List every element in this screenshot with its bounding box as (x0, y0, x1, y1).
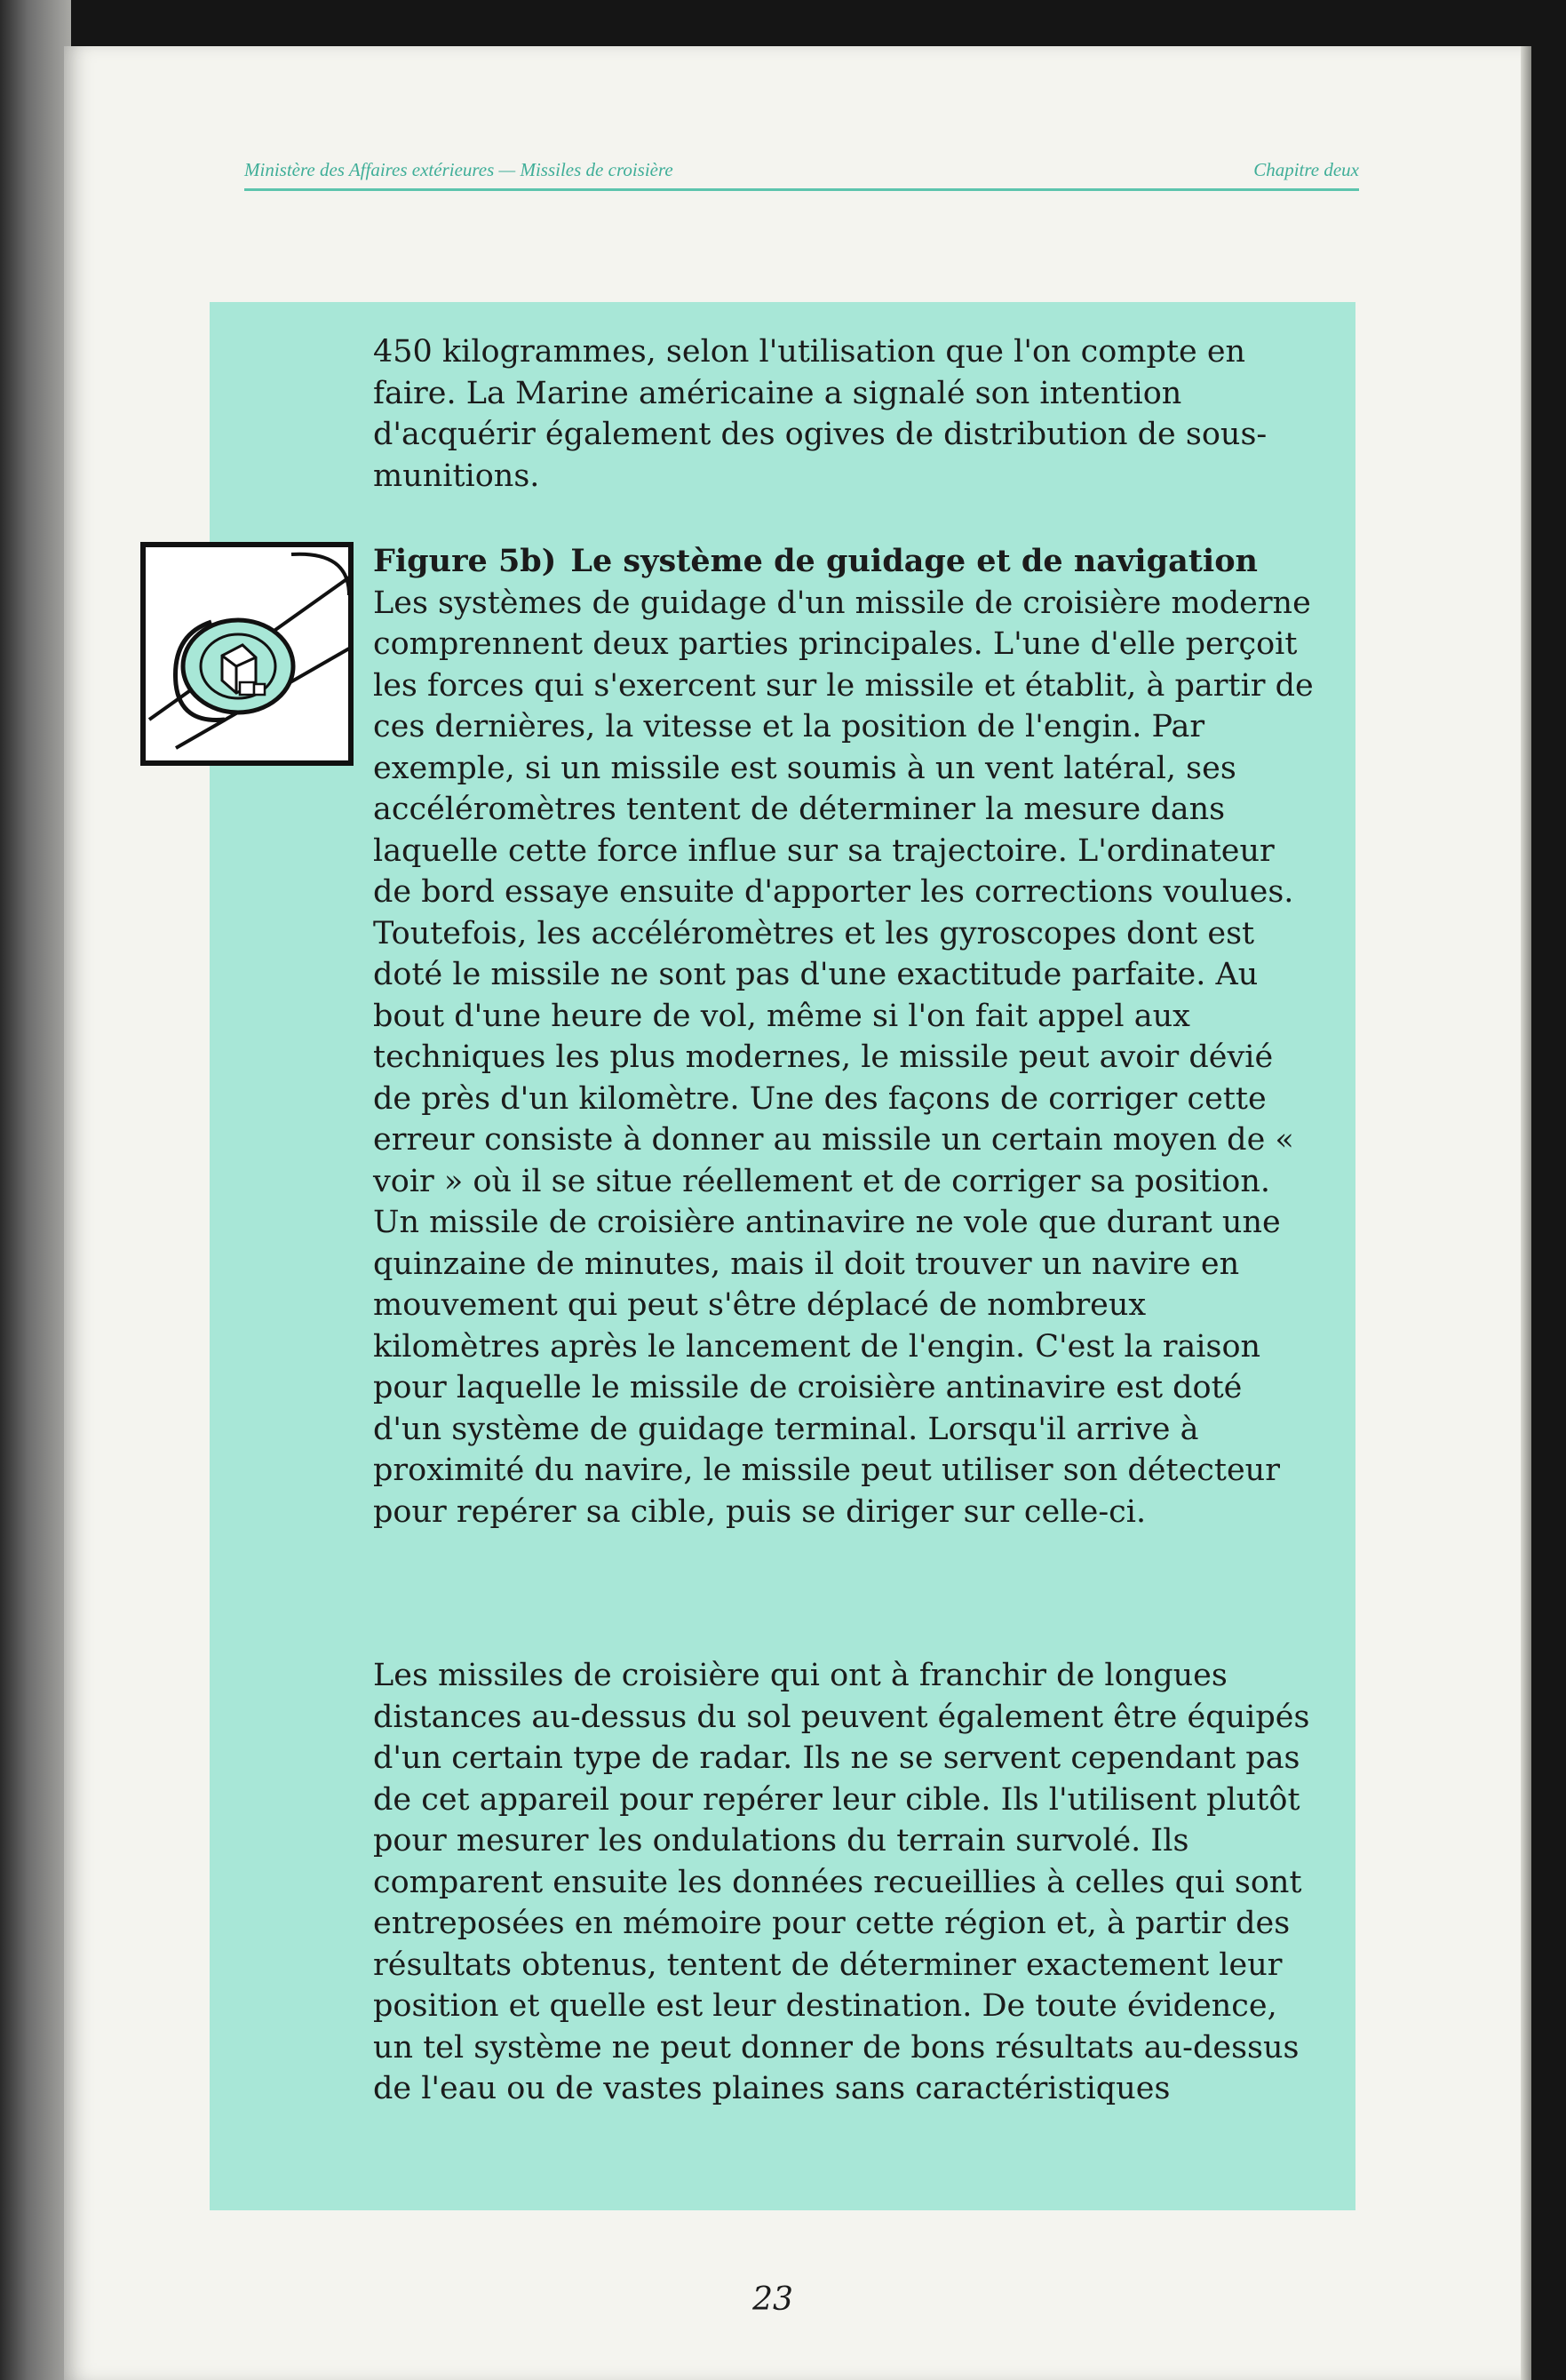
page-edge (1521, 46, 1531, 2380)
figure-label: Figure 5b) (373, 543, 557, 579)
missile-guidance-section-icon (140, 542, 354, 766)
running-head (244, 151, 1359, 191)
figure-section (373, 541, 1315, 1532)
paragraph-1: 450 kilogrammes, selon l'utilisation que l'on compte en faire. La Marine américaine a signalé son intention d'acquérir également des ogives de distribution de sous-munitions. (373, 334, 1268, 494)
binding-shadow (0, 0, 71, 2380)
paragraph-2: Les systèmes de guidage d'un missile de croisière moderne comprennent deux parties principales. L'une d'elle perçoit les forces qui s'exercent sur le missile et établit, à partir de ces dernières, la vitesse et la position de l'engin. Par exemple, si un missile est soumis à un vent latéral, ses accéléromètres tentent de déterminer la mesure dans laquelle cette force influe sur sa trajectoire. L'ordinateur de bord essaye ensuite d'apporter les corrections voulues. Toutefois, les accéléromètres et les gyroscopes dont est doté le missile ne sont pas d'une exactitude parfaite. Au bout d'une heure de vol, même si l'on fait appel aux techniques les plus modernes, le missile peut avoir dévié de près d'un kilomètre. Une des façons de corriger cette erreur consiste à donner au missile un certain moyen de « voir » où il se situe réellement et de corriger sa position. Un missile de croisière antinavire ne vole que durant une quinzaine de minutes, mais il doit trouver un navire en mouvement qui peut s'être déplacé de nombreux kilomètres après le lancement de l'engin. C'est la raison pour laquelle le missile de croisière antinavire est doté d'un système de guidage terminal. Lorsqu'il arrive à proximité du navire, le missile peut utiliser son détecteur pour repérer sa cible, puis se diriger sur celle-ci. (373, 585, 1314, 1530)
figure-title: Le système de guidage et de navigation (570, 543, 1259, 579)
page-number: 23 (752, 2281, 793, 2318)
paragraph-3: Les missiles de croisière qui ont à franchir de longues distances au-dessus du sol peuvent également être équipés d'un certain type de radar. Ils ne se servent cependant pas de cet appareil pour repérer leur cible. Ils l'utilisent plutôt pour mesurer les ondulations du terrain survolé. Ils comparent ensuite les données recueillies à celles qui sont entreposées en mémoire pour cette région et, à partir des résultats obtenus, tentent de déterminer exactement leur position et quelle est leur destination. De toute évidence, un tel système ne peut donner de bons résultats au-dessus de l'eau ou de vastes plaines sans caractéristiques (373, 1658, 1310, 2106)
running-head-right: Chapitre deux (1253, 159, 1359, 180)
running-head-left: Ministère des Affaires extérieures — Missiles de croisière (244, 159, 673, 180)
